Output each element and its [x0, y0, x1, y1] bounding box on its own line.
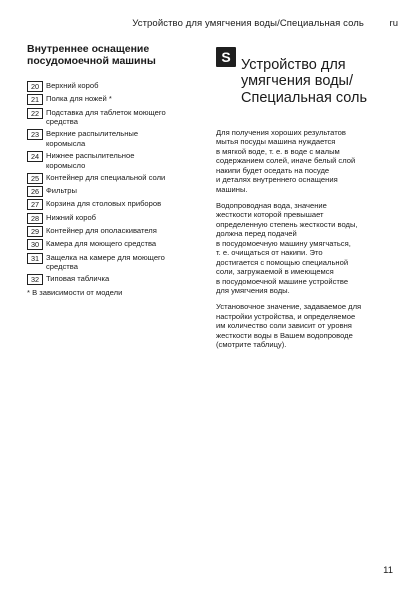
paragraph-line: настройки устройства, и определяемое	[216, 311, 356, 321]
paragraph-line: жесткости воды в Вашем водопроводе	[216, 330, 353, 340]
paragraph-line: мытья посуды машина нуждается	[216, 137, 336, 147]
section-heading	[27, 43, 197, 67]
part-number: 26	[27, 186, 43, 197]
part-label-line: Корзина для столовых приборов	[46, 199, 162, 209]
paragraph	[216, 201, 394, 296]
part-number: 20	[27, 81, 43, 92]
part-number: 31	[27, 253, 43, 264]
section-title	[241, 57, 367, 107]
section-heading-line: посудомоечной машины	[27, 55, 156, 67]
part-label-line: Верхний короб	[46, 81, 99, 90]
paragraph-line: Установочное значение, задаваемое для	[216, 302, 362, 312]
part-label-line: средства	[46, 262, 78, 272]
part-number: 22	[27, 108, 43, 119]
part-item	[27, 108, 197, 127]
part-item	[27, 199, 197, 210]
paragraph-line: накипи будет оседать на посуде	[216, 165, 330, 175]
part-label	[46, 213, 96, 223]
part-item	[27, 253, 197, 272]
part-label-line: Фильтры	[46, 185, 77, 195]
section-title-line: умягчения воды/	[241, 73, 353, 90]
paragraph-line: и деталях внутреннего оснащения	[216, 175, 338, 185]
section-heading-line: Внутреннее оснащение	[27, 43, 150, 55]
part-item	[27, 81, 197, 92]
paragraph-line: Водопроводная вода, значение	[216, 200, 327, 210]
paragraph-line: определенную степень жесткости воды,	[216, 219, 358, 229]
part-label-line: Верхние распылительные	[46, 129, 139, 139]
left-column	[27, 43, 197, 297]
part-item	[27, 151, 197, 170]
paragraph-line: жесткости которой превышает	[216, 210, 324, 220]
salt-icon: S	[216, 47, 236, 67]
section-body	[216, 128, 394, 350]
part-label-line: Камера для моющего средства	[46, 239, 157, 249]
right-column	[216, 47, 394, 356]
part-number: 28	[27, 213, 43, 224]
part-label-line: Подставка для таблеток моющего	[46, 107, 166, 117]
part-label	[46, 274, 109, 284]
paragraph-line: для умягчения воды.	[216, 286, 290, 296]
paragraph-line: машины.	[216, 184, 248, 194]
paragraph-line: содержанием солей, иначе белый слой	[216, 156, 356, 166]
part-number: 32	[27, 274, 43, 285]
page-number: 11	[383, 565, 393, 576]
section-title-line: Устройство для	[241, 56, 346, 73]
part-label-line: Нижний короб	[46, 212, 97, 222]
part-item	[27, 213, 197, 224]
paragraph-line: в посудомоечной машине устройстве	[216, 276, 349, 286]
part-number: 23	[27, 129, 43, 140]
part-label-line: Типовая табличка	[46, 274, 110, 284]
part-label	[46, 173, 165, 183]
part-label	[46, 199, 161, 209]
paragraph	[216, 128, 394, 195]
footnote: * В зависимости от модели	[27, 287, 123, 297]
part-label	[46, 108, 166, 127]
paragraph-line: (смотрите таблицу).	[216, 340, 287, 350]
paragraph-line: в посудомоечную машину умягчаться,	[216, 238, 351, 248]
part-item	[27, 129, 197, 148]
part-label-line: Защелка на камере для моющего	[46, 252, 165, 262]
part-label	[46, 239, 156, 249]
part-item	[27, 226, 197, 237]
part-number: 21	[27, 94, 43, 105]
section-header	[216, 47, 394, 116]
part-item	[27, 239, 197, 250]
page-header	[0, 18, 420, 32]
part-number: 24	[27, 151, 43, 162]
part-number: 25	[27, 173, 43, 184]
paragraph-line: Для получения хороших результатов	[216, 127, 346, 137]
part-label	[46, 226, 157, 236]
part-number: 29	[27, 226, 43, 237]
part-label	[46, 81, 98, 91]
part-item	[27, 186, 197, 197]
part-label	[46, 129, 138, 148]
paragraph-line: соли, загружаемой в имеющемся	[216, 267, 334, 277]
paragraph-line: в мягкой воде, т. е. в воде с малым	[216, 146, 340, 156]
part-number: 30	[27, 239, 43, 250]
part-label-line: коромысло	[46, 160, 86, 170]
section-title-line: Специальная соль	[241, 89, 367, 106]
part-item	[27, 173, 197, 184]
part-label-line: Контейнер для ополаскивателя	[46, 226, 157, 236]
paragraph-line: т. е. очищаться от накипи. Это	[216, 248, 323, 258]
part-label-line: средства	[46, 117, 78, 127]
parts-list	[27, 81, 197, 285]
part-label	[46, 94, 112, 104]
part-label-line: коромысла	[46, 138, 86, 148]
part-number: 27	[27, 199, 43, 210]
part-item	[27, 274, 197, 285]
part-label-line: Контейнер для специальной соли	[46, 172, 166, 182]
paragraph-line: им количество соли зависит от уровня	[216, 321, 352, 331]
part-label	[46, 151, 134, 170]
part-item	[27, 94, 197, 105]
header-title: Устройство для умягчения воды/Специальная соль	[132, 18, 364, 29]
part-label	[46, 186, 77, 196]
part-label	[46, 253, 165, 272]
header-language: ru	[389, 18, 398, 29]
paragraph	[216, 302, 394, 350]
part-label-line: Нижнее распылительное	[46, 150, 135, 160]
paragraph-line: достигается с помощью специальной	[216, 257, 349, 267]
part-label-line: Полка для ножей *	[46, 94, 112, 104]
paragraph-line: должна перед подачей	[216, 229, 297, 239]
